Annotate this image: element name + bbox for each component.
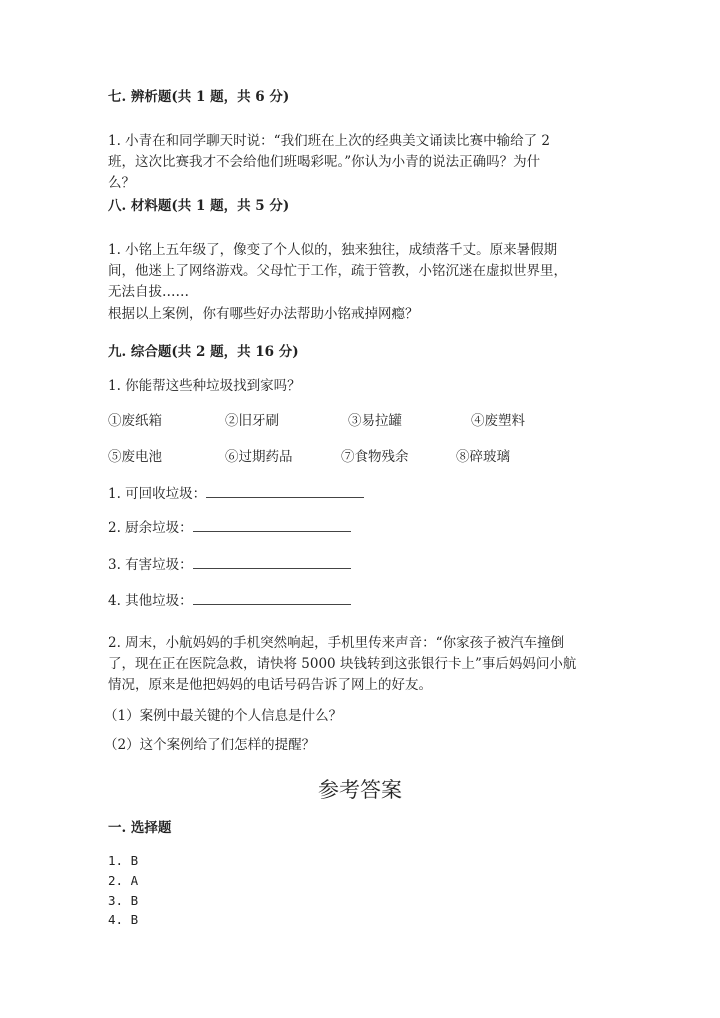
question-text: 1. 小青在和同学聊天时说：“我们班在上次的经典美文诵读比赛中输给了 2: [108, 133, 550, 149]
question-text: 么？: [108, 175, 135, 191]
question-text: 1. 你能帮这些种垃圾找到家吗？: [108, 378, 301, 394]
option-item: ⑥过期药品: [225, 449, 293, 465]
question-text: 班，这次比赛我才不会给他们班喝彩呢。”你认为小青的说法正确吗？为什: [108, 154, 541, 170]
fill-blank-row: [108, 518, 351, 538]
fill-blank-row: [108, 591, 351, 611]
option-item: ②旧牙刷: [225, 413, 279, 429]
answer-item: 3. B: [108, 893, 139, 908]
blank-label: 1. 可回收垃圾：: [108, 486, 207, 502]
answer-item: 4. B: [108, 912, 139, 927]
blank-label: 2. 厨余垃圾：: [108, 520, 193, 536]
option-item: ⑤废电池: [108, 449, 162, 465]
section-9-heading: 九. 综合题(共 2 题，共 16 分): [108, 344, 299, 360]
question-text: 情况，原来是他把妈妈的电话号码告诉了网上的好友。: [108, 677, 432, 693]
question-text: 2. 周末，小航妈妈的手机突然响起，手机里传来声音：“你家孩子被汽车撞倒: [108, 635, 565, 651]
fill-blank-row: [108, 555, 351, 575]
question-text: 1. 小铭上五年级了，像变了个人似的，独来独往，成绩落千丈。原来暑假期: [108, 242, 558, 258]
section-7-heading: 七. 辨析题(共 1 题，共 6 分): [108, 89, 290, 105]
option-item: ①废纸箱: [108, 413, 162, 429]
fill-blank-row: [108, 484, 364, 504]
section-8-heading: 八. 材料题(共 1 题，共 5 分): [108, 198, 290, 214]
answer-item: 2. A: [108, 873, 139, 888]
blank-label: 3. 有害垃圾：: [108, 557, 193, 573]
answer-blank: [193, 592, 351, 605]
answer-blank: [193, 519, 351, 532]
answer-key-title: 参考答案: [318, 778, 402, 802]
option-item: ③易拉罐: [348, 413, 402, 429]
option-item: ⑦食物残余: [341, 449, 409, 465]
option-item: ⑧碎玻璃: [456, 449, 510, 465]
question-text: 了，现在正在医院急救，请快将 5000 块钱转到这张银行卡上”事后妈妈问小航: [108, 656, 577, 672]
answer-item: 1. B: [108, 853, 139, 868]
option-item: ④废塑料: [471, 413, 525, 429]
answer-blank: [206, 485, 364, 498]
question-text: 无法自拔……: [108, 284, 189, 300]
blank-label: 4. 其他垃圾：: [108, 593, 193, 609]
question-prompt: 根据以上案例，你有哪些好办法帮助小铭戒掉网瘾？: [108, 306, 419, 322]
question-text: 间，他迷上了网络游戏。父母忙于工作，疏于管教，小铭沉迷在虚拟世界里，: [108, 263, 567, 279]
sub-question: （1）案例中最关键的个人信息是什么？: [104, 708, 343, 724]
answer-blank: [193, 556, 351, 569]
answer-section-heading: 一. 选择题: [108, 820, 172, 836]
sub-question: （2）这个案例给了们怎样的提醒？: [104, 737, 316, 753]
